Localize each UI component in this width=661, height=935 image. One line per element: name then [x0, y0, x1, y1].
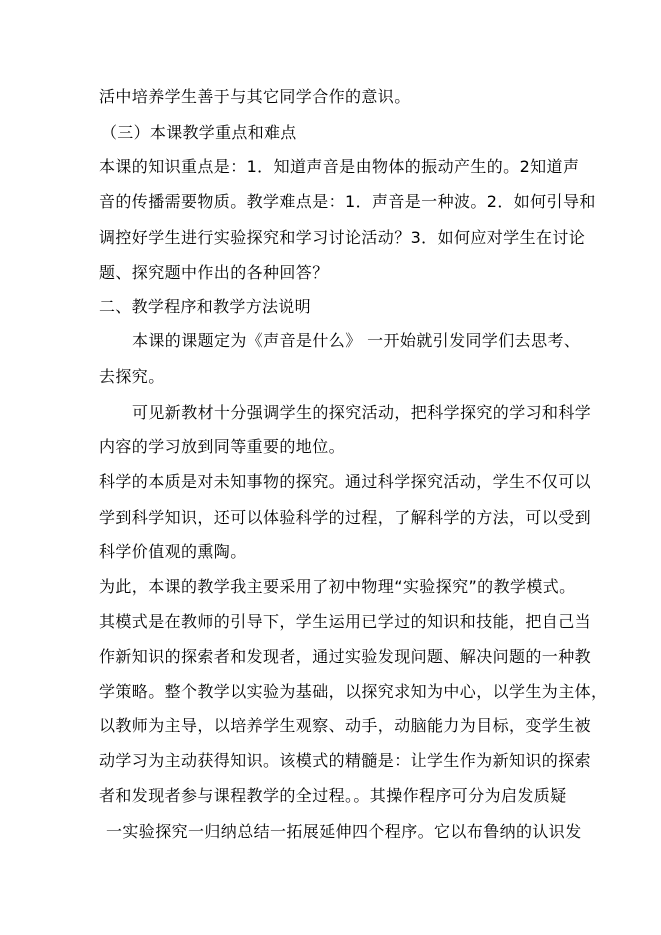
paragraph-line: 科学的本质是对未知事物的探究。通过科学探究活动，学生不仅可以 — [99, 472, 592, 491]
paragraph-line: 可见新教材十分强调学生的探究活动，把科学探究的学习和科学 — [132, 403, 592, 422]
paragraph-line: 学到科学知识，还可以体验科学的过程，了解科学的方法，可以受到 — [99, 508, 592, 527]
paragraph-line: 作新知识的探索者和发现者，通过实验发现问题、解决问题的一种教 — [99, 647, 592, 666]
paragraph-line: 活中培养学生善于与其它同学合作的意识。 — [99, 87, 411, 106]
paragraph-line: 本课的知识重点是：1．知道声音是由物体的振动产生的。2知道声 — [99, 157, 580, 176]
paragraph-line: 学策略。整个教学以实验为基础，以探究求知为中心，以学生为主体， — [99, 682, 608, 701]
paragraph-line: 动学习为主动获得知识。该模式的精髓是：让学生作为新知识的探索 — [99, 751, 592, 770]
paragraph-line: 题、探究题中作出的各种回答？ — [99, 263, 329, 282]
paragraph-line: 其模式是在教师的引导下，学生运用已学过的知识和技能，把自己当 — [99, 612, 592, 631]
paragraph-line: 一实验探究一归纳总结一拓展延伸四个程序。它以布鲁纳的认识发 — [106, 822, 582, 841]
paragraph-line: 科学价值观的熏陶。 — [99, 542, 247, 561]
paragraph-line: 本课的课题定为《声音是什么》 一开始就引发同学们去思考、 — [132, 331, 581, 350]
paragraph-line: 为此，本课的教学我主要采用了初中物理“实验探究”的教学模式。 — [99, 577, 576, 596]
section-heading-teaching-procedure: 二、教学程序和教学方法说明 — [99, 297, 311, 316]
paragraph-line: 音的传播需要物质。教学难点是：1．声音是一种波。2．如何引导和 — [99, 192, 596, 211]
paragraph-line: 内容的学习放到同等重要的地位。 — [99, 437, 346, 456]
section-heading-key-points: （三）本课教学重点和难点 — [101, 123, 297, 142]
paragraph-line: 去探究。 — [99, 367, 165, 386]
paragraph-line: 调控好学生进行实验探究和学习讨论活动？3．如何应对学生在讨论 — [99, 228, 586, 247]
paragraph-line: 者和发现者参与课程教学的全过程。。其操作程序可分为启发质疑 — [99, 786, 567, 805]
paragraph-line: 以教师为主导，以培养学生观察、动手，动脑能力为目标，变学生被 — [99, 716, 592, 735]
